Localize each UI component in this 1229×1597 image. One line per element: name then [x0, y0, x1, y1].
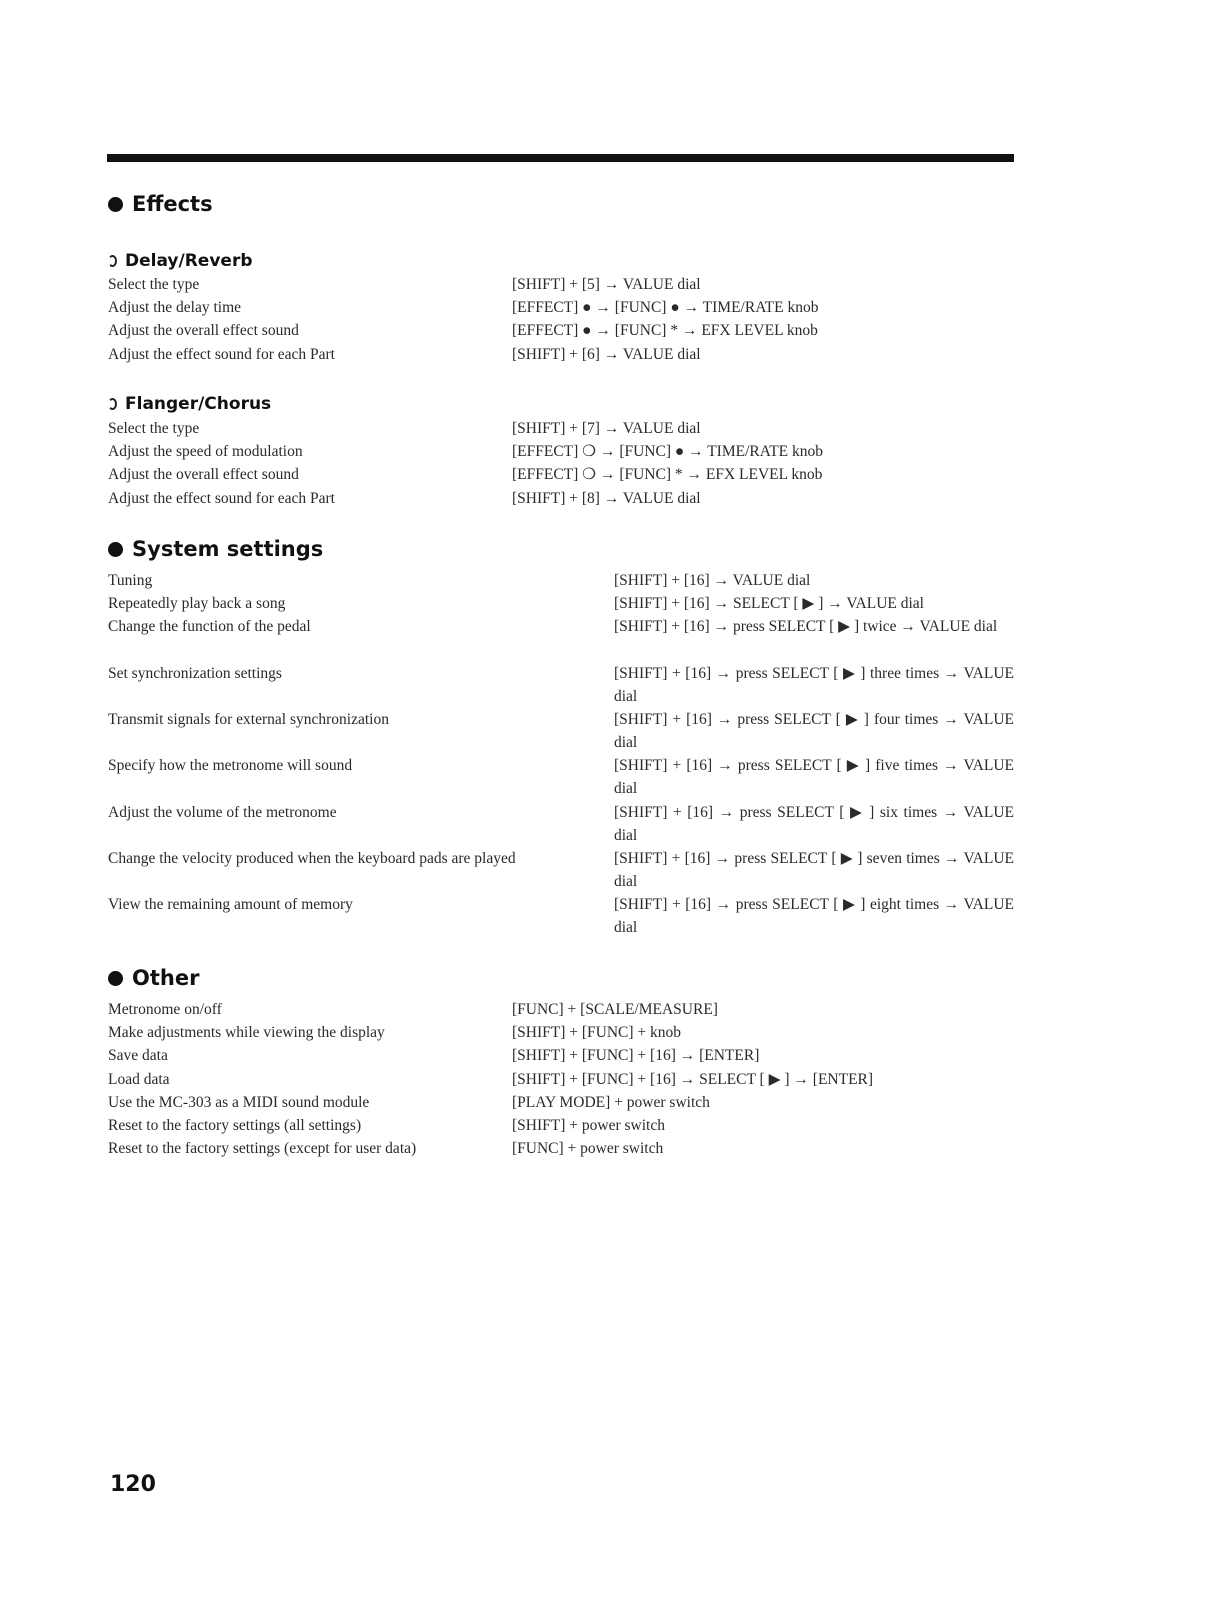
operation-label: Adjust the effect sound for each Part [108, 489, 335, 507]
operation-label: Select the type [108, 420, 200, 437]
key-sequence: [SHIFT] + [16] → SELECT [ ▶ ] → VALUE dial [614, 595, 924, 613]
system-settings-title: System settings [132, 537, 324, 561]
operation-label: Adjust the overall effect sound [108, 466, 299, 484]
operation-label: Adjust the effect sound for each Part [108, 345, 335, 363]
bullet-icon [108, 197, 123, 212]
bullet-icon [108, 971, 123, 986]
operation-label: Metronome on/off [108, 1001, 222, 1018]
operation-label: Specify how the metronome will sound [108, 757, 353, 775]
effects-heading [108, 192, 213, 216]
key-sequence: [PLAY MODE] + power switch [512, 1093, 710, 1111]
other-title: Other [132, 966, 200, 990]
bullet-icon [108, 542, 123, 557]
key-sequence: [SHIFT] + [16] → press SELECT [ ▶ ] four times → VALUE dial [614, 710, 1014, 752]
operation-label: Make adjustments while viewing the display [108, 1024, 385, 1042]
operation-label: Set synchronization settings [108, 664, 282, 682]
key-sequence: [SHIFT] + [16] → press SELECT [ ▶ ] eight times → VALUE dial [614, 896, 1014, 937]
key-sequence: [SHIFT] + [FUNC] + [16] → SELECT [ ▶ ] → [ENTER] [512, 1070, 874, 1088]
operation-label: Adjust the overall effect sound [108, 322, 299, 340]
key-sequence: [EFFECT] ● → [FUNC] ● → TIME/RATE knob [512, 299, 819, 317]
operation-label: Adjust the speed of modulation [108, 443, 303, 461]
operation-label: Change the velocity produced when the keyboard pads are played [108, 849, 516, 867]
key-sequence: [FUNC] + [SCALE/MEASURE] [512, 1001, 718, 1018]
key-sequence: [SHIFT] + [16] → press SELECT [ ▶ ] six times → VALUE dial [614, 803, 1014, 844]
key-sequence: [SHIFT] + [16] → VALUE dial [614, 572, 811, 589]
system-settings-heading [108, 537, 323, 561]
top-rule [107, 154, 1014, 162]
key-sequence: [EFFECT] ❍ → [FUNC] * → EFX LEVEL knob [512, 466, 823, 484]
key-sequence: [SHIFT] + [16] → press SELECT [ ▶ ] three times → VALUE dial [614, 664, 1014, 705]
operation-label: Reset to the factory settings (all settings) [108, 1116, 362, 1134]
flanger-chorus-title: Flanger/Chorus [125, 394, 272, 414]
operation-label: View the remaining amount of memory [108, 896, 353, 914]
operation-label: Load data [108, 1070, 170, 1088]
key-sequence: [FUNC] + power switch [512, 1140, 664, 1158]
open-circle-icon [108, 255, 117, 267]
delay-reverb-title: Delay/Reverb [125, 251, 253, 271]
operation-label: Transmit signals for external synchronization [108, 710, 389, 728]
operation-label: Use the MC-303 as a MIDI sound module [108, 1093, 370, 1111]
open-circle-icon [108, 398, 117, 410]
operation-label: Select the type [108, 276, 200, 293]
flanger-chorus-heading [108, 394, 271, 414]
operation-label: Reset to the factory settings (except for user data) [108, 1140, 417, 1158]
key-sequence: [EFFECT] ● → [FUNC] * → EFX LEVEL knob [512, 322, 818, 340]
key-sequence: [SHIFT] + [5] → VALUE dial [512, 276, 701, 293]
key-sequence: [SHIFT] + [6] → VALUE dial [512, 345, 701, 363]
key-sequence: [SHIFT] + [FUNC] + [16] → [ENTER] [512, 1047, 760, 1065]
operation-label: Repeatedly play back a song [108, 595, 286, 613]
key-sequence: [SHIFT] + [FUNC] + knob [512, 1024, 682, 1042]
key-sequence: [SHIFT] + power switch [512, 1116, 665, 1134]
key-sequence: [SHIFT] + [16] → press SELECT [ ▶ ] twice → VALUE dial [614, 618, 998, 636]
key-sequence: [SHIFT] + [8] → VALUE dial [512, 489, 701, 507]
effects-title: Effects [132, 192, 213, 216]
other-heading [108, 966, 199, 990]
key-sequence: [SHIFT] + [16] → press SELECT [ ▶ ] five times → VALUE dial [614, 757, 1014, 798]
delay-reverb-heading [108, 251, 253, 271]
operation-label: Save data [108, 1047, 168, 1065]
key-sequence: [EFFECT] ❍ → [FUNC] ● → TIME/RATE knob [512, 443, 824, 461]
operation-label: Adjust the volume of the metronome [108, 803, 337, 821]
page-number: 120 [110, 1472, 156, 1497]
operation-label: Adjust the delay time [108, 299, 242, 317]
key-sequence: [SHIFT] + [16] → press SELECT [ ▶ ] seven times → VALUE dial [614, 849, 1014, 891]
key-sequence: [SHIFT] + [7] → VALUE dial [512, 420, 701, 437]
operation-label: Change the function of the pedal [108, 618, 311, 636]
operation-label: Tuning [108, 572, 153, 589]
